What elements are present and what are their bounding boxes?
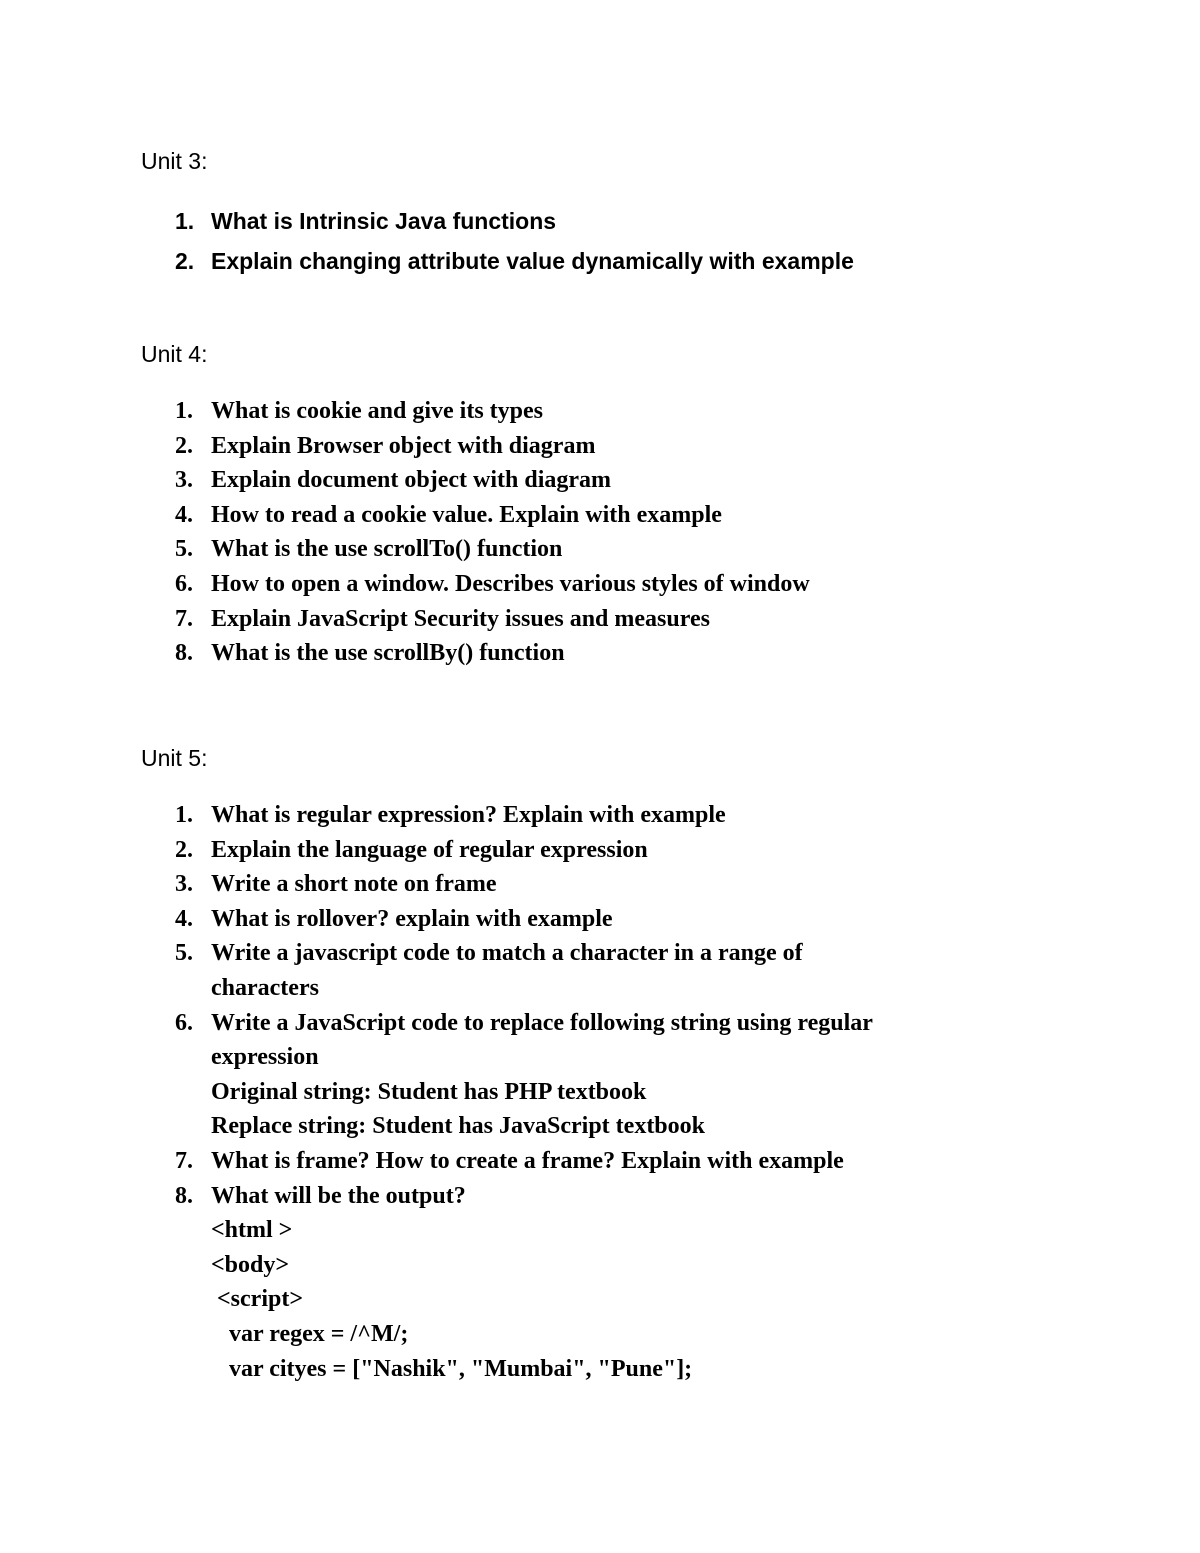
question-text-line-1: Write a JavaScript code to replace following string using regular — [211, 1009, 873, 1036]
unit-4-heading: Unit 4: — [141, 341, 208, 367]
item-number: 2. — [175, 836, 193, 863]
unit-4-question-list — [0, 394, 1031, 671]
question-text: Explain changing attribute value dynamically with example — [211, 248, 854, 274]
item-number: 8. — [175, 640, 193, 667]
question-text-line-2: characters — [211, 974, 319, 1001]
list-item — [0, 1179, 1031, 1387]
item-number: 4. — [175, 501, 193, 528]
list-item — [0, 532, 1031, 567]
question-text: What is cookie and give its types — [211, 398, 544, 424]
question-text: What will be the output? — [211, 1182, 466, 1209]
item-number: 3. — [175, 467, 193, 494]
question-text: What is regular expression? Explain with example — [211, 802, 726, 828]
list-item — [0, 1144, 1031, 1179]
list-item — [0, 241, 1031, 281]
item-number: 7. — [175, 1147, 193, 1174]
item-number: 6. — [175, 1009, 193, 1036]
list-item — [0, 498, 1031, 533]
list-item — [0, 936, 1031, 1005]
list-item — [0, 867, 1031, 902]
unit-3-question-list — [0, 201, 1031, 281]
list-item — [0, 463, 1031, 498]
question-text: Explain the language of regular expression — [211, 836, 648, 863]
list-item — [0, 567, 1031, 602]
item-number: 2. — [175, 432, 193, 459]
unit-5-question-list — [0, 798, 1031, 1386]
list-item — [0, 602, 1031, 637]
list-item — [0, 636, 1031, 671]
list-item — [0, 798, 1031, 833]
question-text: Explain Browser object with diagram — [211, 432, 596, 459]
list-item — [0, 429, 1031, 464]
question-text: What is rollover? explain with example — [211, 905, 613, 932]
item-number: 8. — [175, 1182, 193, 1209]
code-line: var regex = /^M/; — [211, 1320, 409, 1347]
code-line: <html > — [211, 1217, 293, 1244]
question-text: How to open a window. Describes various styles of window — [211, 570, 810, 597]
item-number: 3. — [175, 871, 193, 898]
list-item — [0, 201, 1031, 241]
unit-5-heading: Unit 5: — [141, 745, 208, 771]
item-number: 1. — [175, 802, 193, 828]
question-text: Explain document object with diagram — [211, 467, 612, 494]
question-text: What is Intrinsic Java functions — [211, 208, 557, 234]
question-text-line-1: Write a javascript code to match a character in a range of — [211, 940, 803, 967]
question-text: How to read a cookie value. Explain with example — [211, 501, 722, 528]
list-item — [0, 1006, 1031, 1144]
code-line: <script> — [211, 1286, 304, 1313]
item-number: 5. — [175, 940, 193, 967]
list-item — [0, 833, 1031, 868]
code-line: <body> — [211, 1251, 290, 1278]
question-text: What is the use scrollBy() function — [211, 640, 565, 667]
item-number: 4. — [175, 905, 193, 932]
unit-3-heading: Unit 3: — [141, 148, 208, 174]
item-number: 2. — [175, 248, 195, 274]
question-text: What is the use scrollTo() function — [211, 536, 563, 563]
item-number: 1. — [175, 208, 195, 234]
original-string-line: Original string: Student has PHP textbook — [211, 1078, 647, 1105]
item-number: 1. — [175, 398, 193, 424]
question-text: Explain JavaScript Security issues and measures — [211, 605, 710, 632]
code-line: var cityes = ["Nashik", "Mumbai", "Pune"]; — [211, 1355, 693, 1382]
item-number: 5. — [175, 536, 193, 563]
replace-string-line: Replace string: Student has JavaScript textbook — [211, 1113, 706, 1140]
item-number: 6. — [175, 570, 193, 597]
question-text: What is frame? How to create a frame? Explain with example — [211, 1147, 844, 1174]
question-text: Write a short note on frame — [211, 871, 497, 898]
list-item — [0, 394, 1031, 429]
list-item — [0, 902, 1031, 937]
item-number: 7. — [175, 605, 193, 632]
question-text-line-2: expression — [211, 1044, 319, 1071]
